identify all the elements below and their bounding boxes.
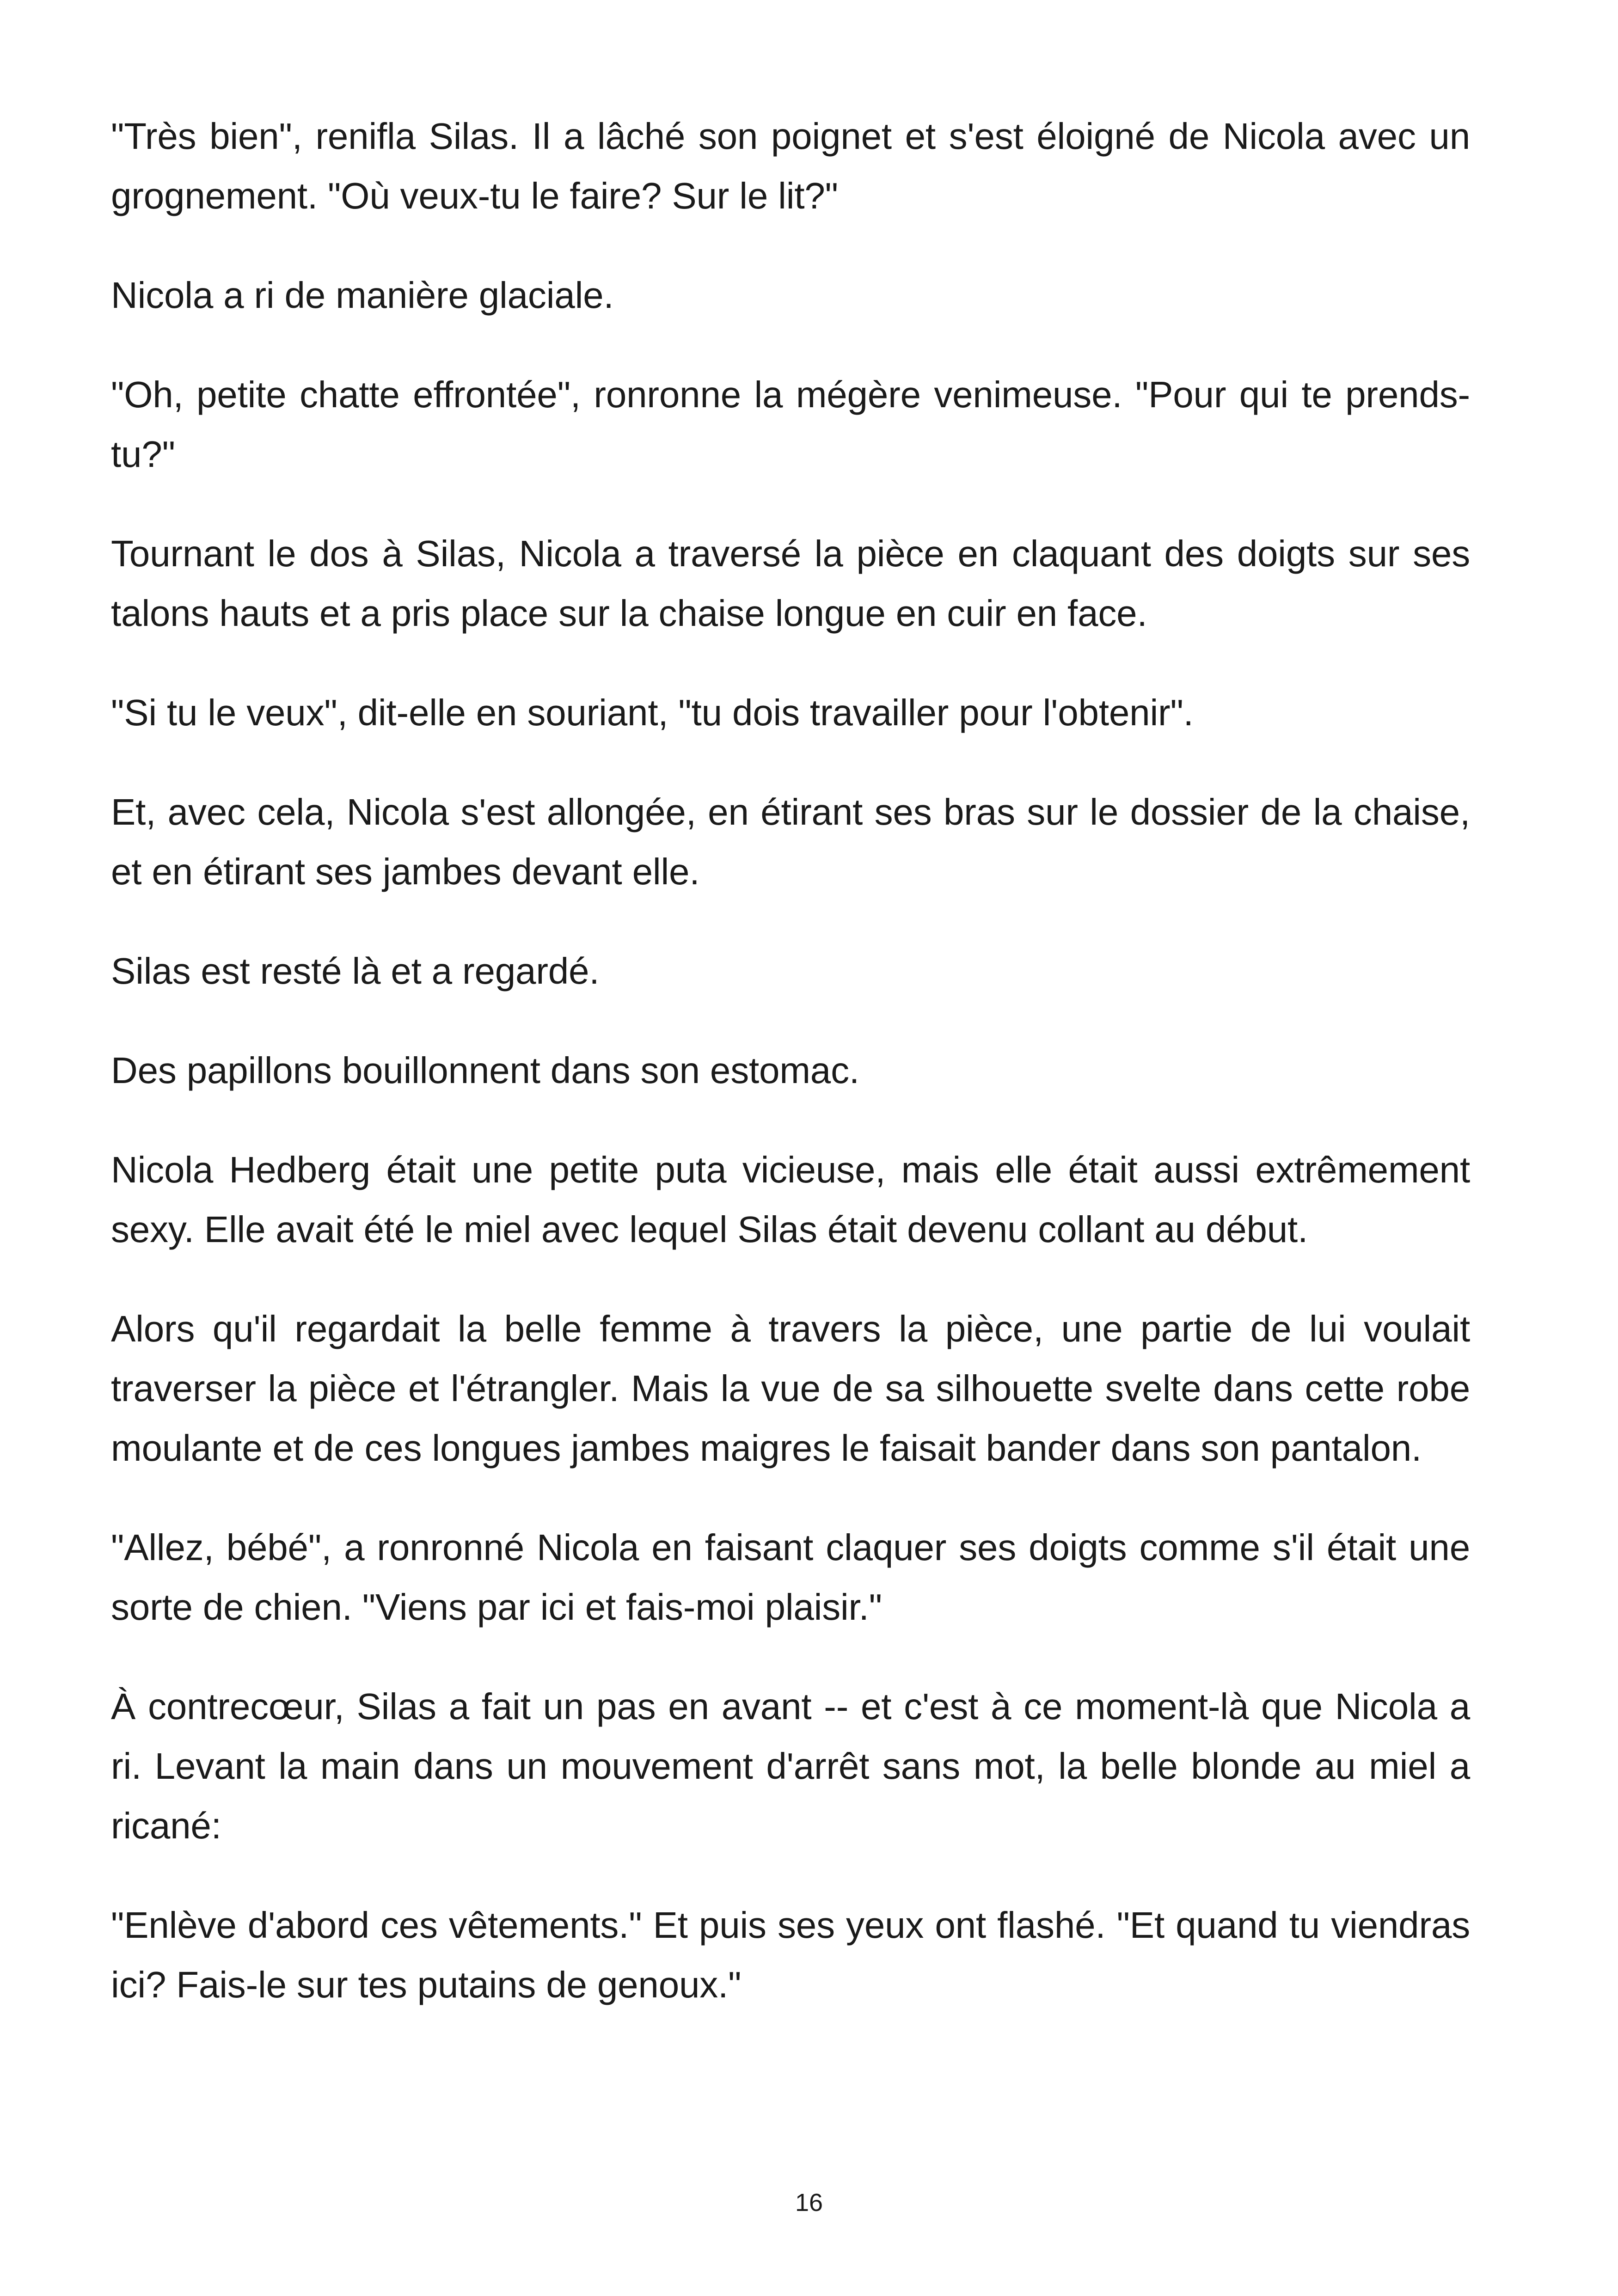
paragraph-3: "Oh, petite chatte effrontée", ronronne la mégère venimeuse. "Pour qui te prends-tu?" xyxy=(111,374,1470,475)
paragraph-7: Silas est resté là et a regardé. xyxy=(111,950,600,992)
page-number: 16 xyxy=(795,2189,823,2216)
paragraph-12: À contrecœur, Silas a fait un pas en avant -- et c'est à ce moment-là que Nicola a ri. Levant la main dans un mouvement d'arrêt sans mot, la belle blonde au miel a ricané: xyxy=(111,1686,1470,1846)
paragraph-13: "Enlève d'abord ces vêtements." Et puis ses yeux ont flashé. "Et quand tu viendras ici? Fais-le sur tes putains de genoux." xyxy=(111,1904,1470,2005)
paragraph-5: "Si tu le veux", dit-elle en souriant, "tu dois travailler pour l'obtenir". xyxy=(111,692,1194,733)
paragraph-6: Et, avec cela, Nicola s'est allongée, en étirant ses bras sur le dossier de la chaise, et en étirant ses jambes devant elle. xyxy=(111,791,1470,892)
paragraph-2: Nicola a ri de manière glaciale. xyxy=(111,275,614,316)
document-page xyxy=(111,106,1470,2140)
paragraph-11: "Allez, bébé", a ronronné Nicola en faisant claquer ses doigts comme s'il était une sorte de chien. "Viens par ici et fais-moi plaisir." xyxy=(111,1527,1470,1628)
paragraph-8: Des papillons bouillonnent dans son estomac. xyxy=(111,1050,859,1091)
paragraph-4: Tournant le dos à Silas, Nicola a traversé la pièce en claquant des doigts sur ses talons hauts et a pris place sur la chaise longue en cuir en face. xyxy=(111,533,1470,634)
paragraph-1: "Très bien", renifla Silas. Il a lâché son poignet et s'est éloigné de Nicola avec un grognement. "Où veux-tu le faire? Sur le lit?" xyxy=(111,116,1470,216)
paragraph-10: Alors qu'il regardait la belle femme à travers la pièce, une partie de lui voulait traverser la pièce et l'étrangler. Mais la vue de sa silhouette svelte dans cette robe moulante et de ces longues jambes maigres le faisait bander dans son pantalon. xyxy=(111,1308,1470,1469)
paragraph-9: Nicola Hedberg était une petite puta vicieuse, mais elle était aussi extrêmement sexy. Elle avait été le miel avec lequel Silas était devenu collant au début. xyxy=(111,1149,1470,1250)
